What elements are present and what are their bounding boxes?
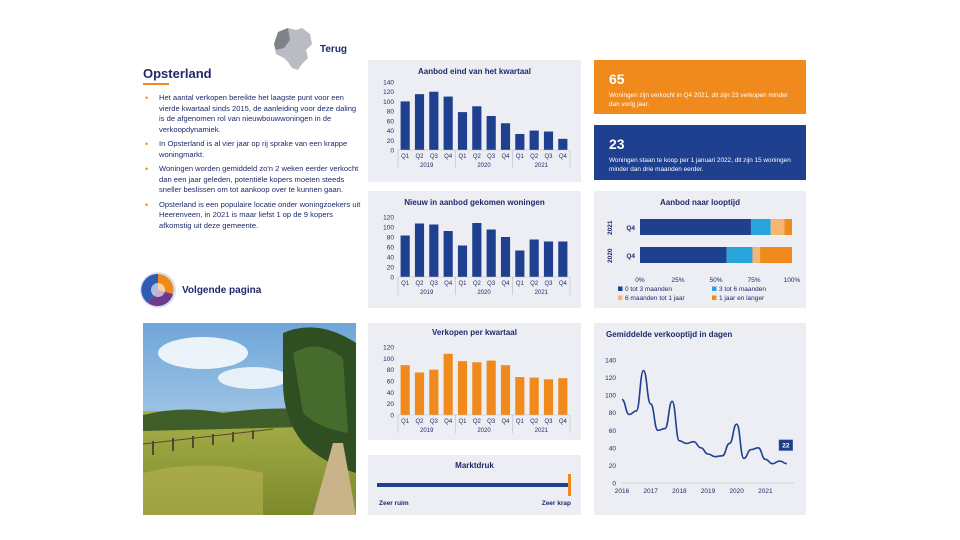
bar [415, 94, 424, 150]
bar [429, 92, 438, 150]
x-tick-label: 2016 [614, 488, 630, 495]
bar [415, 224, 424, 278]
bullet-item: • Opsterland is een populaire locatie onder woningzoekers uit Heerenveen, in 2021 is maar liefst 1 op de 9 kopers afkomstig uit deze gemeente. [145, 199, 361, 230]
x-tick-label: Q2 [472, 419, 481, 425]
marktdruk-right-label: Zeer krap [541, 500, 571, 507]
x-tick-label: Q3 [487, 281, 496, 287]
chart-panel-nieuw [368, 191, 581, 308]
y-tick-label: 120 [383, 214, 394, 222]
kpi-value: 23 [609, 136, 625, 152]
x-tick-label: Q2 [530, 281, 539, 287]
chart-panel-verkopen [368, 323, 581, 440]
next-page-label: Volgende pagina [182, 285, 262, 296]
y-tick-label: 40 [608, 445, 616, 453]
y-tick-label: 0 [612, 480, 616, 488]
bar [401, 101, 410, 150]
x-tick-label: Q1 [515, 281, 524, 287]
marktdruk-panel [368, 455, 581, 515]
y-tick-label: 60 [386, 118, 394, 126]
y-tick-label: 40 [386, 389, 394, 397]
x-tick-label: Q3 [544, 281, 553, 287]
y-tick-label: 80 [608, 410, 616, 418]
bar [530, 240, 539, 278]
bar [444, 97, 453, 150]
line-chart-verkooptijd [594, 323, 806, 515]
stacked-bar-segment [751, 219, 771, 235]
bar [472, 223, 481, 277]
stacked-bar-looptijd [594, 191, 806, 308]
chart-title: Nieuw in aanbod gekomen woningen [404, 198, 545, 207]
group-label: 2021 [534, 163, 549, 169]
y-tick-label: 100 [605, 392, 616, 400]
stacked-bar-segment [727, 247, 753, 263]
next-page-button[interactable] [138, 270, 288, 310]
x-tick-label: Q4 [501, 419, 510, 425]
x-tick-label: Q2 [472, 154, 481, 160]
x-tick-label: Q3 [544, 419, 553, 425]
x-tick-label: 0% [635, 277, 645, 284]
bar [487, 230, 496, 278]
title-underline [143, 83, 169, 85]
legend-label: 3 tot 6 maanden [719, 286, 766, 293]
last-value-label: 22 [782, 442, 790, 450]
x-tick-label: 2021 [758, 488, 773, 495]
y-tick-label: 140 [383, 79, 394, 87]
y-tick-label: 40 [386, 254, 394, 262]
chart-panel-looptijd [594, 191, 806, 308]
x-tick-label: Q2 [415, 281, 424, 287]
group-label: 2019 [419, 428, 434, 434]
bar [501, 237, 510, 277]
bar [558, 242, 567, 278]
landscape-photo [143, 323, 356, 515]
bar [458, 361, 467, 415]
bullet-item: • Het aantal verkopen bereikte het laagste punt voor een vierde kwartaal sinds 2015, de aanleiding voor deze daling is de afgenomen rol van nieuwbouwwoningen in de verkoopdynamiek. [145, 93, 357, 134]
x-tick-label: Q3 [429, 154, 438, 160]
x-tick-label: Q3 [487, 419, 496, 425]
x-tick-label: Q4 [558, 419, 567, 425]
kpi-card-te-koop [594, 125, 806, 180]
region-map-thumbnail[interactable] [272, 26, 316, 72]
group-label: 2020 [477, 163, 491, 169]
x-tick-label: 25% [671, 277, 685, 284]
bullet-text: Opsterland is een populaire locatie onder woningzoekers uit Heerenveen, in 2021 is maar liefst 1 op de 9 kopers afkomstig uit deze gemeente. [159, 199, 361, 230]
y-tick-label: 100 [383, 224, 394, 232]
chart-title: Verkopen per kwartaal [432, 328, 517, 337]
stacked-bar-segment [771, 219, 785, 235]
x-tick-label: 50% [709, 277, 723, 284]
bullet-text: Woningen worden gemiddeld zo'n 2 weken eerder verkocht dan een jaar geleden, potentiële kopers moeten steeds sneller beslissen om tot aankoop over te kunnen gaan. [159, 164, 359, 194]
bar [501, 365, 510, 415]
x-tick-label: 75% [747, 277, 761, 284]
bar [558, 139, 567, 150]
bar [444, 231, 453, 277]
x-tick-label: Q1 [515, 419, 524, 425]
x-tick-label: Q2 [472, 281, 481, 287]
x-tick-label: 2020 [729, 488, 744, 495]
bullet-text: Het aantal verkopen bereikte het laagste punt voor een vierde kwartaal sinds 2015, de aanleiding voor deze daling is de afgenomen rol van nieuwbouwwoningen in de verkoopdynamiek. [159, 93, 357, 134]
chart-title: Aanbod naar looptijd [660, 198, 740, 207]
y-tick-label: 120 [605, 375, 616, 383]
y-tick-label: 20 [386, 264, 394, 272]
bar [530, 131, 539, 150]
x-tick-label: 100% [783, 277, 801, 284]
bar [429, 225, 438, 278]
y-tick-label: 80 [386, 108, 394, 116]
legend-label: 1 jaar en langer [719, 295, 765, 302]
stacked-bar-segment [752, 247, 760, 263]
y-tick-label: 60 [608, 427, 616, 435]
x-tick-label: Q3 [544, 154, 553, 160]
x-tick-label: Q1 [458, 154, 467, 160]
bar [530, 378, 539, 415]
x-tick-label: Q4 [558, 281, 567, 287]
x-tick-label: Q4 [501, 281, 510, 287]
row-quarter-label: Q4 [626, 253, 635, 260]
legend-swatch [618, 296, 623, 301]
summary-bullets [143, 93, 361, 235]
y-tick-label: 120 [383, 89, 394, 97]
stacked-bar-segment [640, 219, 751, 235]
bar-chart-verkopen [368, 323, 581, 440]
x-tick-label: Q4 [444, 281, 453, 287]
x-tick-label: Q4 [558, 154, 567, 160]
bar [458, 246, 467, 278]
bar [544, 132, 553, 150]
group-label: 2020 [477, 428, 491, 434]
bar [501, 123, 510, 150]
bar [415, 373, 424, 416]
map-icon [272, 26, 316, 72]
bar [401, 365, 410, 415]
legend-swatch [712, 296, 717, 301]
marktdruk-marker [568, 474, 571, 496]
marktdruk-left-label: Zeer ruim [379, 500, 409, 507]
pie-icon [138, 270, 178, 310]
y-tick-label: 60 [386, 378, 394, 386]
bar [515, 134, 524, 150]
bar [558, 378, 567, 415]
bar [458, 112, 467, 150]
x-tick-label: 2017 [643, 488, 658, 495]
legend-label: 6 maanden tot 1 jaar [625, 295, 685, 302]
stacked-bar-segment [640, 247, 727, 263]
page-title: Opsterland [143, 66, 212, 81]
bar [544, 242, 553, 278]
bullet-item: • In Opsterland is al vier jaar op rij sprake van een krappe woningmarkt. [145, 139, 348, 159]
row-quarter-label: Q4 [626, 225, 635, 232]
bar [429, 370, 438, 415]
bar [515, 251, 524, 278]
chart-panel-verkooptijd [594, 323, 806, 515]
series-line [622, 371, 787, 464]
group-label: 2019 [419, 290, 434, 296]
y-tick-label: 120 [383, 344, 394, 352]
y-tick-label: 140 [605, 357, 616, 365]
y-tick-label: 20 [386, 137, 394, 145]
y-tick-label: 0 [390, 147, 394, 155]
x-tick-label: Q1 [401, 419, 410, 425]
bar [487, 116, 496, 150]
x-tick-label: Q4 [444, 419, 453, 425]
y-tick-label: 80 [386, 234, 394, 242]
stacked-bar-segment [784, 219, 792, 235]
y-tick-label: 80 [386, 367, 394, 375]
legend-swatch [618, 287, 623, 292]
bar [401, 236, 410, 278]
bar-chart-aanbod [368, 60, 581, 182]
group-label: 2019 [419, 163, 434, 169]
x-tick-label: Q1 [515, 154, 524, 160]
kpi-value: 65 [609, 71, 625, 87]
bar [544, 379, 553, 415]
bar [472, 106, 481, 150]
x-tick-label: Q1 [401, 154, 410, 160]
bullet-item: • Woningen worden gemiddeld zo'n 2 weken eerder verkocht dan een jaar geleden, potentiële kopers moeten steeds sneller beslissen om tot aankoop over te kunnen gaan. [145, 164, 359, 194]
marktdruk-bar [377, 483, 571, 487]
chart-panel-aanbod [368, 60, 581, 182]
x-tick-label: Q1 [401, 281, 410, 287]
chart-title: Gemiddelde verkooptijd in dagen [606, 330, 733, 339]
chart-title: Aanbod eind van het kwartaal [418, 67, 531, 76]
x-tick-label: 2018 [672, 488, 687, 495]
y-tick-label: 0 [390, 412, 394, 420]
x-tick-label: Q3 [487, 154, 496, 160]
legend-swatch [712, 287, 717, 292]
x-tick-label: Q1 [458, 419, 467, 425]
x-tick-label: Q1 [458, 281, 467, 287]
stacked-bar-segment [760, 247, 792, 263]
y-tick-label: 20 [608, 462, 616, 470]
row-year-label: 2020 [607, 248, 614, 263]
y-tick-label: 100 [383, 355, 394, 363]
kpi-text: Woningen zijn verkocht in Q4 2021, dit zijn 23 verkopen minder dan vorig jaar. [609, 92, 788, 108]
x-tick-label: Q3 [429, 281, 438, 287]
row-year-label: 2021 [607, 220, 614, 235]
y-tick-label: 60 [386, 244, 394, 252]
x-tick-label: Q4 [444, 154, 453, 160]
x-tick-label: Q4 [501, 154, 510, 160]
x-tick-label: 2019 [700, 488, 716, 495]
bar [515, 377, 524, 415]
y-tick-label: 100 [383, 98, 394, 106]
group-label: 2021 [534, 290, 549, 296]
bullet-text: In Opsterland is al vier jaar op rij sprake van een krappe woningmarkt. [159, 139, 348, 159]
bar [472, 362, 481, 415]
x-tick-label: Q2 [530, 154, 539, 160]
kpi-text: Woningen staan te koop per 1 januari 2022, dit zijn 15 woningen minder dan drie maanden eerder. [609, 157, 791, 173]
x-tick-label: Q3 [429, 419, 438, 425]
x-tick-label: Q2 [415, 419, 424, 425]
bar-chart-nieuw [368, 191, 581, 308]
x-tick-label: Q2 [415, 154, 424, 160]
group-label: 2021 [534, 428, 549, 434]
kpi-card-verkocht [594, 60, 806, 114]
bar [487, 361, 496, 415]
legend-label: 0 tot 3 maanden [625, 286, 672, 293]
back-link[interactable]: Terug [320, 44, 348, 55]
y-tick-label: 0 [390, 274, 394, 282]
y-tick-label: 20 [386, 401, 394, 409]
x-tick-label: Q2 [530, 419, 539, 425]
marktdruk-title: Marktdruk [455, 461, 494, 470]
y-tick-label: 40 [386, 128, 394, 136]
group-label: 2020 [477, 290, 491, 296]
bar [444, 354, 453, 415]
